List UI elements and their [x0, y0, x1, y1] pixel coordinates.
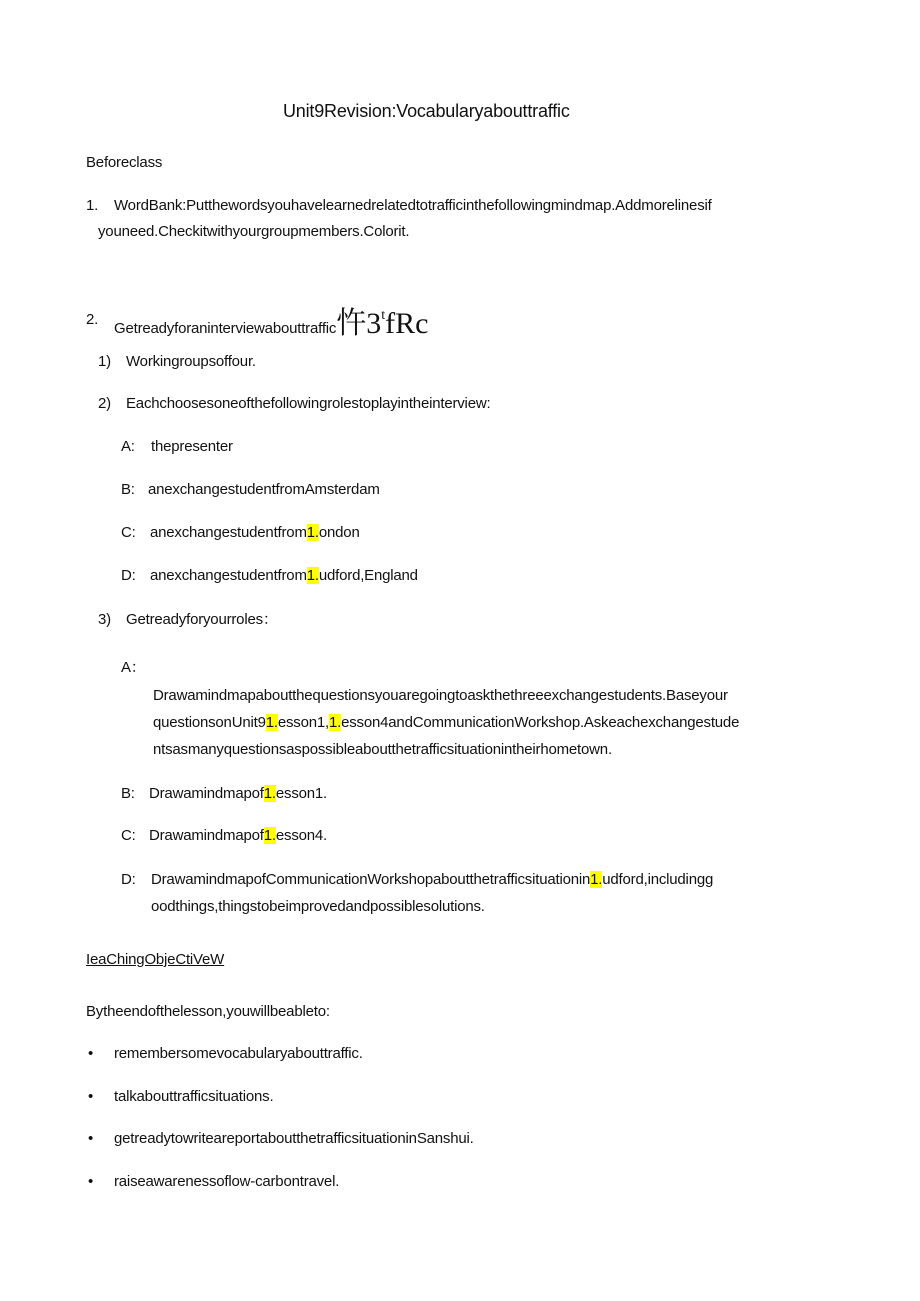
prep-d-line2: oodthings,thingstobeimprovedandpossiblesolutions. — [151, 898, 485, 915]
role-text: thepresenter — [151, 438, 233, 455]
highlight: 1. — [306, 567, 319, 584]
bullet-icon: • — [88, 1088, 94, 1105]
objective-item: getreadytowriteareportaboutthetrafficsituationinSanshui. — [114, 1130, 474, 1147]
prep-letter: B: — [121, 785, 135, 802]
objectives-heading: IeaChingObjeCtiVeW — [86, 951, 225, 968]
sub-number: 2) — [98, 395, 111, 412]
role-text: anexchangestudentfrom1.ondon — [150, 524, 360, 541]
objective-item: raiseawarenessoflow-carbontravel. — [114, 1173, 340, 1190]
item-number: 1. — [86, 197, 99, 214]
item2-label: Getreadyforaninterviewabouttraffic — [114, 320, 337, 337]
item1-line1: WordBank:Putthewordsyouhavelearnedrelatedtotrafficinthefollowingmindmap.Addmorelinesif — [114, 197, 712, 214]
prep-letter: A： — [121, 659, 146, 676]
sub1-text: Workingroupsoffour. — [126, 353, 256, 370]
role-letter: B: — [121, 481, 135, 498]
prep-a-line3: ntsasmanyquestionsaspossibleaboutthetrafficsituationintheirhometown. — [153, 741, 612, 758]
highlight: 1. — [263, 827, 276, 844]
document-title: Unit9Revision:Vocabularyabouttraffic — [283, 101, 570, 121]
highlight: 1. — [265, 714, 278, 731]
item2-text — [114, 298, 428, 347]
objective-item: talkabouttrafficsituations. — [114, 1088, 274, 1105]
role-letter: D: — [121, 567, 136, 584]
role-letter: C: — [121, 524, 136, 541]
highlight: 1. — [590, 871, 603, 888]
role-text: anexchangestudentfromAmsterdam — [148, 481, 380, 498]
sub-number: 1) — [98, 353, 111, 370]
before-class-heading: Beforeclass — [86, 154, 163, 171]
bullet-icon: • — [88, 1173, 94, 1190]
highlight: 1. — [306, 524, 319, 541]
sub2-text: Eachchoosesoneofthefollowingrolestoplayintheinterview: — [126, 395, 491, 412]
objectives-intro: Bytheendofthelesson,youwillbeableto: — [86, 1003, 330, 1020]
item1-line2: youneed.Checkitwithyourgroupmembers.Colorit. — [98, 223, 410, 240]
prep-letter: C: — [121, 827, 136, 844]
prep-c-text: Drawamindmapof1.esson4. — [149, 827, 328, 844]
bullet-icon: • — [88, 1130, 94, 1147]
prep-a-line2: questionsonUnit91.esson1,1.esson4andCommunicationWorkshop.Askeachexchangestude — [153, 714, 740, 731]
objective-item: remembersomevocabularyabouttraffic. — [114, 1045, 363, 1062]
highlight: 1. — [263, 785, 276, 802]
item-number: 2. — [86, 311, 99, 328]
role-letter: A: — [121, 438, 135, 455]
sub3-text: Getreadyforyourroles： — [126, 611, 278, 628]
sub-number: 3) — [98, 611, 111, 628]
prep-a-line1: Drawamindmapaboutthequestionsyouaregoingtoaskthethreeexchangestudents.Baseyour — [153, 687, 728, 704]
prep-b-text: Drawamindmapof1.esson1. — [149, 785, 328, 802]
bullet-icon: • — [88, 1045, 94, 1062]
role-text: anexchangestudentfrom1.udford,England — [150, 567, 418, 584]
highlight: 1. — [328, 714, 342, 731]
garbled-glyphs: 忤3$^t$fRc — [336, 307, 429, 340]
prep-d-line1: DrawamindmapofCommunicationWorkshopaboutthetrafficsituationin1.udford,includingg — [151, 871, 714, 888]
prep-letter: D: — [121, 871, 136, 888]
